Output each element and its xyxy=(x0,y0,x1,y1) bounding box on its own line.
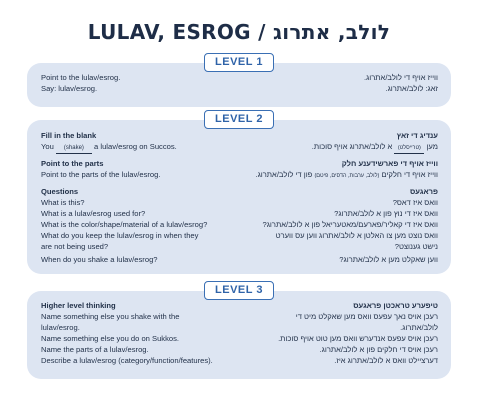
thinking-row xyxy=(41,322,438,333)
english-text: When do you shake a lulav/esrog? xyxy=(41,255,158,264)
english-text: Point to the parts of the lulav/esrog. xyxy=(41,170,161,179)
fill-blank-heading xyxy=(41,130,438,141)
sentence-start: You xyxy=(41,142,56,151)
question-row xyxy=(41,254,438,265)
level-1-row xyxy=(41,72,438,83)
parts-heading xyxy=(41,158,438,169)
page-title: LULAV, ESROG / לולב, אתרוג xyxy=(87,20,391,44)
yiddish-text: לולב/אתרוג. xyxy=(400,323,438,332)
english-text xyxy=(41,141,177,154)
english-text: Name the parts of a lulav/esrog. xyxy=(41,345,149,354)
answer-blank: (shake) xyxy=(56,144,92,154)
yiddish-text: וואס איז דאס? xyxy=(392,198,438,207)
sentence-start: מען xyxy=(424,142,438,151)
english-heading: Fill in the blank xyxy=(41,131,97,140)
yiddish-text: רעכן אויס די חלקים פון א לולב/אתרוג. xyxy=(319,345,438,354)
yiddish-text: ווען שאקלט מען א לולב/אתרוג? xyxy=(339,255,438,264)
yiddish-text: נישט גענוצט? xyxy=(394,242,438,251)
question-row xyxy=(41,241,438,252)
question-row xyxy=(41,230,438,241)
yiddish-text: וואס איז די נוץ פון א לולב/אתרוג? xyxy=(334,209,438,218)
fill-blank-row xyxy=(41,141,438,152)
question-row xyxy=(41,219,438,230)
english-text: What is this? xyxy=(41,198,85,207)
thinking-row xyxy=(41,311,438,322)
parts-list: (לולב, ערבות, הדסים, פיטם) xyxy=(314,173,380,179)
yiddish-text: וואס נוצט מען צו האלטן א לולב/אתרוג ווען עס ווערט xyxy=(275,231,438,240)
english-text: Say: lulav/esrog. xyxy=(41,84,98,93)
sentence-end: פון די לולב/אתרוג. xyxy=(255,170,315,179)
yiddish-heading: ענדיג די זאץ xyxy=(396,131,438,140)
yiddish-text: רעכן אויס עפעס אנדערש וואס מען טוט אויף סוכות. xyxy=(278,334,438,343)
english-text: Name something else you shake with the xyxy=(41,312,180,321)
english-text: What is a lulav/esrog used for? xyxy=(41,209,146,218)
yiddish-text: וואס איז די קאליר/פארעם/מאטעריאל פון א לולב/אתרוג? xyxy=(262,220,438,229)
yiddish-heading: טיפערע טראכטן פראגעס xyxy=(353,301,438,310)
english-heading: Questions xyxy=(41,187,79,196)
english-text: are not being used? xyxy=(41,242,109,251)
thinking-row xyxy=(41,355,438,366)
english-heading: Higher level thinking xyxy=(41,301,116,310)
yiddish-heading: פראגעס xyxy=(410,187,438,196)
yiddish-text xyxy=(312,141,438,154)
yiddish-heading: ווייז אויף די פארשידענע חלק xyxy=(341,159,438,168)
answer-blank: (טרייסלט) xyxy=(394,144,424,154)
level-1-badge: LEVEL 1 xyxy=(204,53,274,72)
english-heading: Point to the parts xyxy=(41,159,104,168)
english-text: What do you keep the lulav/esrog in when they xyxy=(41,231,199,240)
english-text: Name something else you do on Sukkos. xyxy=(41,334,180,343)
yiddish-text xyxy=(255,169,438,182)
level-2-badge: LEVEL 2 xyxy=(204,110,274,129)
question-row xyxy=(41,208,438,219)
questions-heading xyxy=(41,186,438,197)
sentence-end: a lulav/esrog on Succos. xyxy=(91,142,177,151)
yiddish-text: רעכן אויס נאך עפעס וואס מען שאקלט מיט די xyxy=(295,312,438,321)
parts-row xyxy=(41,169,438,180)
level-3-badge: LEVEL 3 xyxy=(204,281,274,300)
yiddish-text: ווייז אויף די לולב/אתרוג. xyxy=(363,73,438,82)
higher-thinking-heading xyxy=(41,300,438,311)
thinking-row xyxy=(41,344,438,355)
sentence-end: א לולב/אתרוג אויף סוכות. xyxy=(311,142,395,151)
thinking-row xyxy=(41,333,438,344)
yiddish-text: זאג: לולב/אתרוג. xyxy=(385,84,438,93)
yiddish-text: דערציילט וואס א לולב/אתרוג איז. xyxy=(334,356,438,365)
level-1-row xyxy=(41,83,438,94)
english-text: lulav/esrog. xyxy=(41,323,80,332)
question-row xyxy=(41,197,438,208)
english-text: What is the color/shape/material of a lulav/esrog? xyxy=(41,220,208,229)
english-text: Describe a lulav/esrog (category/function/features). xyxy=(41,356,213,365)
english-text: Point to the lulav/esrog. xyxy=(41,73,121,82)
sentence-start: ווייז אויף די חלקים xyxy=(379,170,438,179)
